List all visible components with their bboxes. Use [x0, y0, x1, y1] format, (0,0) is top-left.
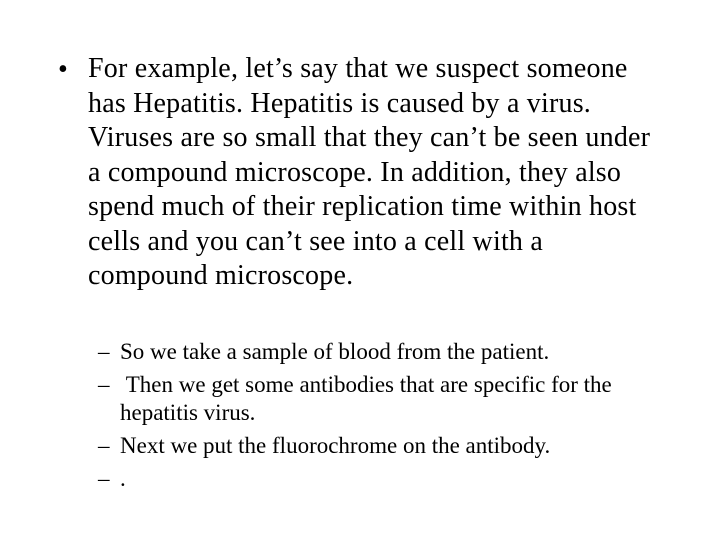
sub-bullet-list — [98, 338, 678, 498]
sub-bullet-text: So we take a sample of blood from the patient. — [120, 339, 550, 364]
sub-bullet — [98, 465, 678, 493]
main-bullet-text: For example, let’s say that we suspect someone has Hepatitis. Hepatitis is caused by a virus. Viruses are so small that they can’t be seen under a compound microscope. In addition, they also spend much of their replication time within host cells and you can’t see into a cell with a compound microscope. — [88, 53, 651, 291]
sub-bullet — [98, 432, 678, 460]
sub-bullet-marker: – — [98, 466, 110, 491]
sub-bullet-marker: – — [98, 433, 110, 458]
sub-bullet-text: Next we put the fluorochrome on the antibody. — [120, 433, 551, 458]
sub-bullet-marker: – — [98, 372, 110, 397]
sub-bullet-marker: – — [98, 339, 110, 364]
sub-bullet-text: Then we get some antibodies that are specific for the hepatitis virus. — [120, 372, 618, 425]
sub-bullet-text: . — [120, 466, 126, 491]
bullet-marker: • — [58, 54, 68, 85]
sub-bullet — [98, 371, 678, 427]
sub-bullet — [98, 338, 678, 366]
main-bullet — [58, 52, 668, 294]
